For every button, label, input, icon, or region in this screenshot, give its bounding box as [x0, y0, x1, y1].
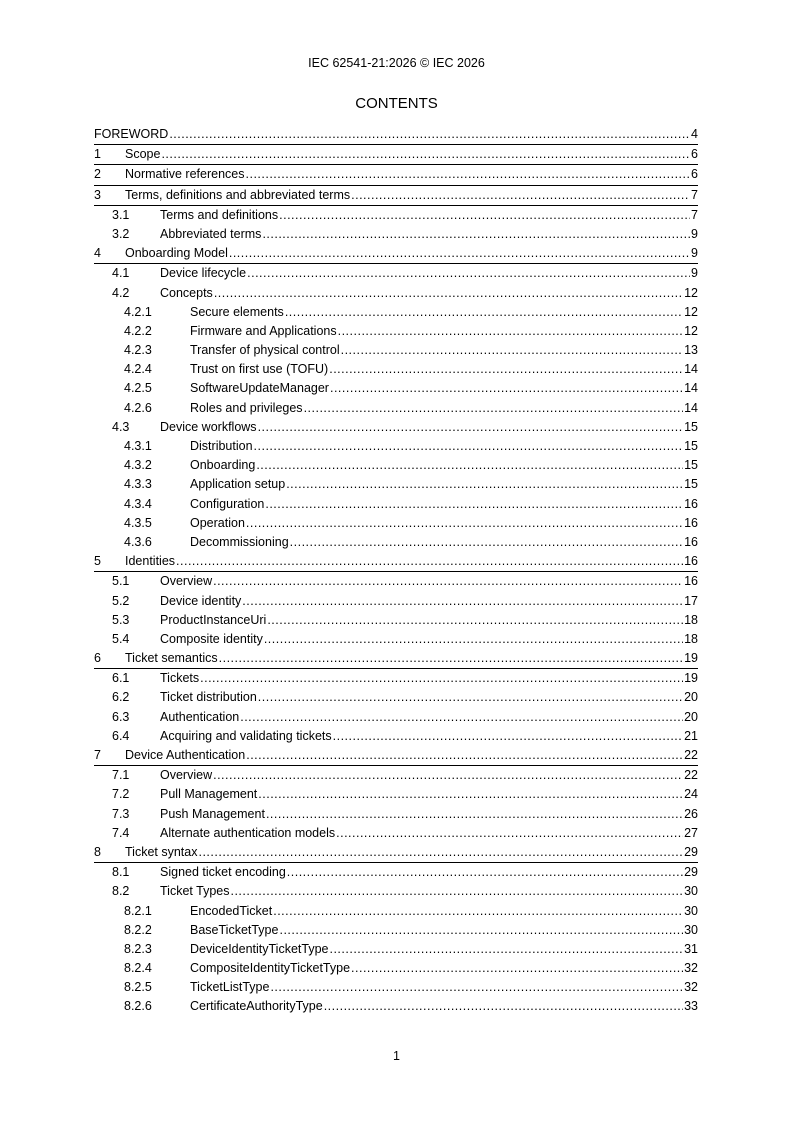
dot-leader — [290, 533, 683, 552]
toc-entry-number: 8 — [94, 844, 101, 859]
toc-entry-number: 4.2.6 — [124, 400, 152, 415]
dot-leader — [246, 746, 683, 765]
toc-entry-title: Tickets — [160, 671, 200, 686]
toc-entry-title: EncodedTicket — [190, 903, 273, 918]
toc-entry[interactable] — [94, 843, 698, 863]
dot-leader — [270, 978, 683, 997]
toc-entry-page: 27 — [684, 825, 698, 840]
toc-entry-number: 7.1 — [112, 768, 130, 783]
dot-leader — [161, 145, 690, 164]
toc-entry[interactable] — [94, 552, 698, 572]
toc-entry-number: 4 — [94, 246, 101, 261]
toc-entry-number: 7.3 — [112, 806, 130, 821]
document-header: IEC 62541-21:2026 © IEC 2026 — [308, 56, 485, 70]
toc-entry-number: 8.2.4 — [124, 961, 152, 976]
toc-entry-title: Terms and definitions — [160, 207, 279, 222]
toc-entry-line — [160, 863, 698, 882]
toc-entry-line — [160, 727, 698, 746]
toc-entry-number: 6.1 — [112, 671, 130, 686]
toc-entry-page: 14 — [684, 362, 698, 377]
toc-entry-page: 30 — [684, 922, 698, 937]
dot-leader — [200, 669, 683, 688]
toc-entry-line — [190, 322, 698, 341]
toc-entry-page: 15 — [684, 458, 698, 473]
toc-entry-number: 4.2.3 — [124, 343, 152, 358]
toc-entry-line — [125, 649, 698, 668]
dot-leader — [246, 165, 691, 184]
toc-entry-number: 4.1 — [112, 266, 130, 281]
toc-entry[interactable] — [94, 882, 698, 901]
toc-entry[interactable] — [94, 399, 698, 418]
toc-entry-line — [125, 145, 698, 164]
toc-entry-line — [160, 206, 698, 225]
toc-entry-line — [125, 186, 698, 205]
toc-entry-page: 16 — [684, 554, 698, 569]
toc-entry-title: Device identity — [160, 593, 242, 608]
toc-entry[interactable] — [94, 649, 698, 669]
toc-entry-page: 32 — [684, 961, 698, 976]
toc-entry-line — [190, 514, 698, 533]
toc-entry-line — [160, 882, 698, 901]
toc-entry-title: Ticket syntax — [125, 844, 198, 859]
toc-entry[interactable] — [94, 341, 698, 360]
toc-entry-page: 16 — [684, 574, 698, 589]
toc-entry-number: 4.3.6 — [124, 534, 152, 549]
toc-entry-page: 14 — [684, 400, 698, 415]
toc-entry-title: Onboarding Model — [125, 246, 228, 261]
dot-leader — [246, 514, 683, 533]
toc-entry[interactable] — [94, 592, 698, 611]
toc-entry-title: BaseTicketType — [190, 922, 279, 937]
toc-entry-line — [190, 360, 698, 379]
toc-entry[interactable] — [94, 360, 698, 379]
dot-leader — [258, 785, 683, 804]
dot-leader — [351, 959, 683, 978]
dot-leader — [230, 882, 683, 901]
toc-entry[interactable] — [94, 997, 698, 1016]
toc-entry-title: Overview — [160, 574, 213, 589]
toc-entry-line — [190, 341, 698, 360]
toc-entry[interactable] — [94, 186, 698, 206]
toc-entry-page: 9 — [691, 266, 698, 281]
toc-entry[interactable] — [94, 940, 698, 959]
toc-entry-page: 20 — [684, 690, 698, 705]
toc-entry[interactable] — [94, 630, 698, 649]
toc-entry-title: Application setup — [190, 477, 286, 492]
toc-entry-page: 29 — [684, 865, 698, 880]
toc-entry-number: 8.2.3 — [124, 941, 152, 956]
toc-entry-number: 8.2.6 — [124, 999, 152, 1014]
toc-entry-page: 15 — [684, 439, 698, 453]
toc-entry-line — [160, 824, 698, 843]
toc-entry-page: 6 — [691, 167, 698, 182]
toc-entry-title: Pull Management — [160, 787, 258, 802]
dot-leader — [341, 341, 683, 360]
toc-entry-title: Ticket semantics — [125, 651, 218, 666]
toc-entry-title: Trust on first use (TOFU) — [190, 362, 329, 377]
toc-entry[interactable] — [94, 418, 698, 437]
dot-leader — [336, 824, 683, 843]
dot-leader — [267, 611, 683, 630]
dot-leader — [333, 727, 683, 746]
toc-entry-title: Authentication — [160, 709, 240, 724]
toc-entry[interactable] — [94, 264, 698, 283]
toc-entry[interactable] — [94, 514, 698, 533]
toc-entry[interactable] — [94, 145, 698, 165]
toc-entry[interactable] — [94, 727, 698, 746]
toc-entry[interactable] — [94, 244, 698, 264]
toc-entry-line — [160, 688, 698, 707]
toc-entry-number: 6.2 — [112, 690, 130, 705]
toc-entry-line — [190, 437, 698, 456]
toc-entry-page: 32 — [684, 980, 698, 995]
toc-entry-number: 4.2.2 — [124, 323, 152, 338]
toc-entry-page: 22 — [684, 748, 698, 762]
toc-entry-title: Scope — [125, 147, 161, 162]
toc-entry[interactable] — [94, 533, 698, 552]
dot-leader — [279, 921, 683, 940]
toc-entry-number: 4.2 — [112, 285, 130, 300]
dot-leader — [329, 940, 683, 959]
page-title: CONTENTS — [355, 95, 438, 112]
toc-entry-number: 3.1 — [112, 207, 130, 222]
dot-leader — [254, 437, 684, 456]
toc-entry[interactable] — [94, 611, 698, 630]
toc-entry[interactable] — [94, 379, 698, 398]
toc-entry-line — [125, 165, 698, 184]
toc-entry-page: 6 — [691, 147, 698, 162]
toc-entry-line — [190, 921, 698, 940]
toc-entry-page: 18 — [684, 612, 698, 627]
toc-entry-title: TicketListType — [190, 980, 270, 995]
toc-entry-page: 7 — [691, 207, 698, 222]
dot-leader — [285, 303, 683, 322]
toc-entry-line — [160, 284, 698, 303]
toc-entry-page: 12 — [684, 285, 698, 300]
toc-entry-title: Overview — [160, 768, 213, 783]
toc-entry-line — [125, 552, 698, 571]
toc-entry[interactable] — [94, 495, 698, 514]
toc-entry-line — [190, 997, 698, 1016]
toc-entry[interactable] — [94, 863, 698, 882]
dot-leader — [247, 264, 690, 283]
toc-entry-line — [190, 475, 698, 494]
toc-entry-line — [160, 264, 698, 283]
toc-entry-number: 4.3.4 — [124, 496, 152, 511]
toc-entry-number: 1 — [94, 147, 101, 162]
toc-entry-number: 6 — [94, 651, 101, 666]
toc-entry[interactable] — [94, 805, 698, 824]
dot-leader — [258, 688, 683, 707]
toc-entry[interactable] — [94, 669, 698, 688]
toc-entry-page: 9 — [691, 226, 698, 241]
toc-entry[interactable] — [94, 206, 698, 225]
toc-entry-page: 15 — [684, 419, 698, 434]
toc-entry-number: 5 — [94, 554, 101, 569]
toc-entry-number: 6.4 — [112, 728, 130, 743]
toc-entry[interactable] — [94, 902, 698, 921]
toc-entry-line — [160, 592, 698, 611]
toc-entry-page: 15 — [684, 477, 698, 492]
dot-leader — [273, 902, 683, 921]
toc-entry[interactable] — [94, 785, 698, 804]
toc-entry-line — [160, 225, 698, 244]
toc-entry-number: 8.2 — [112, 884, 130, 899]
toc-entry[interactable] — [94, 303, 698, 322]
toc-entry-page: 21 — [684, 728, 698, 743]
dot-leader — [262, 225, 690, 244]
toc-entry-number: 4.3.1 — [124, 439, 152, 453]
toc-entry-page: 4 — [691, 127, 698, 141]
toc-entry-title: Firmware and Applications — [190, 323, 337, 338]
toc-entry[interactable] — [94, 165, 698, 185]
toc-entry-title: Device workflows — [160, 419, 257, 434]
toc-entry-line — [94, 125, 698, 144]
toc-entry-line — [190, 495, 698, 514]
dot-leader — [229, 244, 690, 263]
toc-entry-number: 8.2.5 — [124, 980, 152, 995]
toc-entry[interactable] — [94, 475, 698, 494]
toc-entry-number: 5.4 — [112, 631, 130, 646]
toc-entry-number: 3.2 — [112, 226, 130, 241]
toc-entry-number: 4.2.1 — [124, 304, 152, 319]
toc-entry-number: 8.2.1 — [124, 903, 152, 918]
toc-entry-number: 6.3 — [112, 709, 130, 724]
toc-entry-title: Operation — [190, 515, 245, 530]
toc-entry-number: 8.1 — [112, 865, 130, 880]
toc-entry-title: Concepts — [160, 285, 213, 300]
toc-entry-number: 4.2.4 — [124, 362, 152, 377]
toc-entry-title: Secure elements — [190, 304, 284, 319]
toc-entry-page: 16 — [684, 534, 698, 549]
toc-entry-title: Ticket Types — [160, 884, 230, 899]
toc-entry-title: CompositeIdentityTicketType — [190, 961, 351, 976]
toc-entry-number: 2 — [94, 167, 101, 182]
toc-entry-title: Push Management — [160, 806, 265, 821]
toc-entry-number: 3 — [94, 187, 101, 202]
toc-entry-title: DeviceIdentityTicketType — [190, 941, 329, 956]
toc-entry-line — [160, 630, 698, 649]
dot-leader — [330, 379, 683, 398]
toc-entry-page: 30 — [684, 903, 698, 918]
toc-entry-title: Device Authentication — [125, 748, 246, 762]
toc-entry[interactable] — [94, 437, 698, 456]
toc-entry-page: 16 — [684, 496, 698, 511]
toc-entry-title: Transfer of physical control — [190, 343, 340, 358]
toc-entry[interactable] — [94, 766, 698, 785]
dot-leader — [214, 284, 683, 303]
toc-entry-number: 5.2 — [112, 593, 130, 608]
toc-entry-title: CertificateAuthorityType — [190, 999, 323, 1014]
toc-entry[interactable] — [94, 708, 698, 727]
toc-entry[interactable] — [94, 284, 698, 303]
toc-entry-line — [190, 399, 698, 418]
toc-entry-line — [160, 785, 698, 804]
toc-entry-title: Abbreviated terms — [160, 226, 262, 241]
toc-entry-page: 31 — [684, 941, 698, 956]
toc-entry-page: 18 — [684, 631, 698, 646]
toc-entry-title: Distribution — [190, 439, 253, 453]
toc-entry-title: Onboarding — [190, 458, 256, 473]
dot-leader — [256, 456, 683, 475]
toc-entry-title: Identities — [125, 554, 176, 569]
toc-entry-page: 19 — [684, 651, 698, 666]
dot-leader — [265, 495, 683, 514]
toc-entry-page: 14 — [684, 381, 698, 396]
toc-entry-page: 13 — [684, 343, 698, 358]
toc-entry-number: 5.1 — [112, 574, 130, 589]
toc-entry-title: FOREWORD — [94, 127, 169, 141]
toc-entry-title: Decommissioning — [190, 534, 289, 549]
dot-leader — [219, 649, 683, 668]
dot-leader — [286, 475, 683, 494]
toc-entry-title: Device lifecycle — [160, 266, 247, 281]
page-number: 1 — [393, 1049, 400, 1063]
dot-leader — [240, 708, 683, 727]
toc-entry-line — [160, 805, 698, 824]
toc-entry-title: Terms, definitions and abbreviated terms — [125, 187, 351, 202]
toc-entry-line — [190, 533, 698, 552]
dot-leader — [242, 592, 683, 611]
toc-entry-line — [160, 572, 698, 591]
toc-entry-line — [190, 303, 698, 322]
toc-entry-page: 16 — [684, 515, 698, 530]
dot-leader — [338, 322, 683, 341]
toc-entry-title: Acquiring and validating tickets — [160, 728, 332, 743]
toc-entry[interactable] — [94, 688, 698, 707]
toc-entry[interactable] — [94, 824, 698, 843]
toc-entry-title: Alternate authentication models — [160, 825, 336, 840]
dot-leader — [264, 630, 683, 649]
dot-leader — [279, 206, 690, 225]
toc-entry-number: 8.2.2 — [124, 922, 152, 937]
toc-entry-line — [125, 843, 698, 862]
toc-entry-line — [190, 940, 698, 959]
toc-entry[interactable] — [94, 322, 698, 341]
toc-entry-number: 7.4 — [112, 825, 130, 840]
toc-entry-line — [190, 379, 698, 398]
toc-entry-page: 12 — [684, 323, 698, 338]
toc-entry-title: Normative references — [125, 167, 245, 182]
toc-entry[interactable] — [94, 921, 698, 940]
toc-entry[interactable] — [94, 572, 698, 591]
toc-entry-page: 12 — [684, 304, 698, 319]
toc-entry-page: 20 — [684, 709, 698, 724]
toc-entry-line — [160, 611, 698, 630]
toc-entry-line — [190, 978, 698, 997]
dot-leader — [198, 843, 683, 862]
toc-entry[interactable] — [94, 225, 698, 244]
toc-entry[interactable] — [94, 959, 698, 978]
toc-entry-page: 7 — [691, 187, 698, 202]
toc-entry-title: Ticket distribution — [160, 690, 257, 705]
dot-leader — [266, 805, 683, 824]
dot-leader — [258, 418, 684, 437]
toc-entry-title: ProductInstanceUri — [160, 612, 267, 627]
toc-entry-number: 4.3.5 — [124, 515, 152, 530]
toc-entry-title: Configuration — [190, 496, 265, 511]
dot-leader — [169, 125, 690, 144]
dot-leader — [287, 863, 683, 882]
dot-leader — [176, 552, 683, 571]
toc-entry[interactable] — [94, 746, 698, 766]
toc-entry-title: SoftwareUpdateManager — [190, 381, 329, 396]
toc-entry[interactable] — [94, 456, 698, 475]
toc-entry-title: Signed ticket encoding — [160, 865, 286, 880]
toc-entry-page: 19 — [684, 671, 698, 686]
toc-entry[interactable] — [94, 978, 698, 997]
toc-entry-page: 9 — [691, 246, 698, 261]
toc-entry-page: 22 — [684, 768, 698, 783]
toc-entry-page: 29 — [684, 844, 698, 859]
toc-entry-line — [125, 244, 698, 263]
dot-leader — [351, 186, 690, 205]
toc-entry-line — [160, 766, 698, 785]
toc-entry-number: 4.2.5 — [124, 381, 152, 396]
toc-entry-line — [160, 669, 698, 688]
toc-entry-number: 4.3.2 — [124, 458, 152, 473]
toc-entry-page: 17 — [684, 593, 698, 608]
toc-entry-number: 5.3 — [112, 612, 130, 627]
dot-leader — [304, 399, 684, 418]
dot-leader — [329, 360, 683, 379]
dot-leader — [213, 766, 683, 785]
dot-leader — [213, 572, 683, 591]
dot-leader — [324, 997, 683, 1016]
toc-entry-line — [160, 418, 698, 437]
toc-entry-page: 30 — [684, 884, 698, 899]
toc-entry-number: 7 — [94, 748, 101, 762]
toc-entry-number: 4.3.3 — [124, 477, 152, 492]
toc-entry-line — [190, 902, 698, 921]
toc-entry[interactable] — [94, 125, 698, 145]
toc-entry-number: 7.2 — [112, 787, 130, 802]
toc-entry-line — [190, 959, 698, 978]
toc-entry-page: 24 — [684, 787, 698, 802]
toc-entry-page: 33 — [684, 999, 698, 1014]
toc-entry-title: Composite identity — [160, 631, 263, 646]
table-of-contents — [94, 125, 698, 1017]
toc-entry-page: 26 — [684, 806, 698, 821]
toc-entry-line — [125, 746, 698, 765]
toc-entry-number: 4.3 — [112, 419, 130, 434]
toc-entry-title: Roles and privileges — [190, 400, 303, 415]
toc-entry-line — [190, 456, 698, 475]
toc-entry-line — [160, 708, 698, 727]
